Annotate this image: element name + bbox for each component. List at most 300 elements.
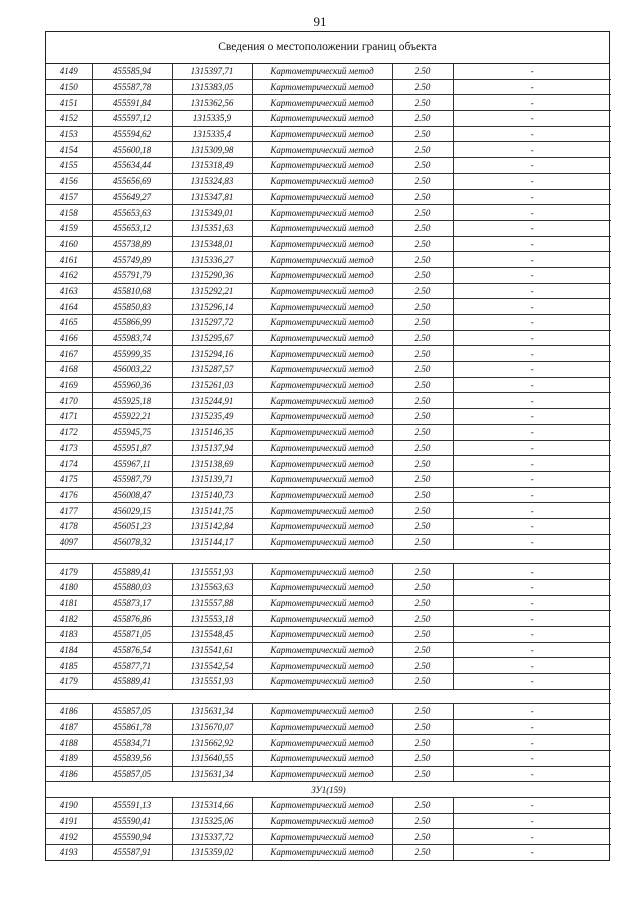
x-coordinate-cell: 455871,05 bbox=[92, 627, 172, 643]
x-coordinate-cell: 456051,23 bbox=[92, 518, 172, 534]
point-number-cell: 4179 bbox=[46, 674, 92, 690]
y-coordinate-cell: 1315146,35 bbox=[172, 424, 252, 440]
method-cell: Картометрический метод bbox=[252, 95, 392, 111]
method-cell: Картометрический метод bbox=[252, 627, 392, 643]
table-row bbox=[46, 283, 611, 299]
point-number-cell: 4186 bbox=[46, 703, 92, 719]
x-coordinate-cell: 455876,86 bbox=[92, 611, 172, 627]
accuracy-cell: 2.50 bbox=[392, 236, 453, 252]
y-coordinate-cell: 1315551,93 bbox=[172, 564, 252, 580]
note-cell: - bbox=[453, 503, 611, 519]
y-coordinate-cell: 1315325,06 bbox=[172, 813, 252, 829]
method-cell: Картометрический метод bbox=[252, 220, 392, 236]
point-number-cell: 4170 bbox=[46, 393, 92, 409]
note-cell: - bbox=[453, 409, 611, 425]
x-coordinate-cell: 455987,79 bbox=[92, 471, 172, 487]
accuracy-cell: 2.50 bbox=[392, 220, 453, 236]
accuracy-cell: 2.50 bbox=[392, 393, 453, 409]
note-cell: - bbox=[453, 330, 611, 346]
y-coordinate-cell: 1315314,66 bbox=[172, 797, 252, 813]
accuracy-cell: 2.50 bbox=[392, 79, 453, 95]
accuracy-cell: 2.50 bbox=[392, 564, 453, 580]
y-coordinate-cell: 1315662,92 bbox=[172, 735, 252, 751]
x-coordinate-cell: 455889,41 bbox=[92, 564, 172, 580]
y-coordinate-cell: 1315297,72 bbox=[172, 315, 252, 331]
accuracy-cell: 2.50 bbox=[392, 330, 453, 346]
method-cell: Картометрический метод bbox=[252, 205, 392, 221]
method-cell: Картометрический метод bbox=[252, 440, 392, 456]
accuracy-cell: 2.50 bbox=[392, 674, 453, 690]
note-cell: - bbox=[453, 750, 611, 766]
method-cell: Картометрический метод bbox=[252, 111, 392, 127]
method-cell: Картометрический метод bbox=[252, 658, 392, 674]
accuracy-cell: 2.50 bbox=[392, 267, 453, 283]
note-cell: - bbox=[453, 377, 611, 393]
accuracy-cell: 2.50 bbox=[392, 315, 453, 331]
method-cell: Картометрический метод bbox=[252, 471, 392, 487]
table-row bbox=[46, 111, 611, 127]
point-number-cell: 4161 bbox=[46, 252, 92, 268]
table-row bbox=[46, 64, 611, 79]
method-cell: Картометрический метод bbox=[252, 267, 392, 283]
table-row bbox=[46, 735, 611, 751]
method-cell: Картометрический метод bbox=[252, 299, 392, 315]
method-cell: Картометрический метод bbox=[252, 642, 392, 658]
y-coordinate-cell: 1315347,81 bbox=[172, 189, 252, 205]
table-row bbox=[46, 236, 611, 252]
point-number-cell: 4188 bbox=[46, 735, 92, 751]
note-cell: - bbox=[453, 440, 611, 456]
table-row bbox=[46, 189, 611, 205]
accuracy-cell: 2.50 bbox=[392, 64, 453, 79]
section-label: ЗУ1(159) bbox=[46, 782, 611, 798]
point-number-cell: 4158 bbox=[46, 205, 92, 221]
x-coordinate-cell: 455656,69 bbox=[92, 173, 172, 189]
point-number-cell: 4183 bbox=[46, 627, 92, 643]
note-cell: - bbox=[453, 642, 611, 658]
note-cell: - bbox=[453, 205, 611, 221]
accuracy-cell: 2.50 bbox=[392, 766, 453, 782]
accuracy-cell: 2.50 bbox=[392, 829, 453, 845]
accuracy-cell: 2.50 bbox=[392, 719, 453, 735]
point-number-cell: 4164 bbox=[46, 299, 92, 315]
point-number-cell: 4187 bbox=[46, 719, 92, 735]
table-row bbox=[46, 534, 611, 550]
note-cell: - bbox=[453, 627, 611, 643]
table-row bbox=[46, 362, 611, 378]
x-coordinate-cell: 455791,79 bbox=[92, 267, 172, 283]
point-number-cell: 4181 bbox=[46, 595, 92, 611]
x-coordinate-cell: 455600,18 bbox=[92, 142, 172, 158]
method-cell: Картометрический метод bbox=[252, 456, 392, 472]
y-coordinate-cell: 1315235,49 bbox=[172, 409, 252, 425]
table-row bbox=[46, 719, 611, 735]
x-coordinate-cell: 456003,22 bbox=[92, 362, 172, 378]
method-cell: Картометрический метод bbox=[252, 595, 392, 611]
table-row bbox=[46, 829, 611, 845]
note-cell: - bbox=[453, 362, 611, 378]
table-row bbox=[46, 377, 611, 393]
point-number-cell: 4162 bbox=[46, 267, 92, 283]
section-separator bbox=[46, 689, 611, 703]
table-row bbox=[46, 658, 611, 674]
method-cell: Картометрический метод bbox=[252, 518, 392, 534]
table-row bbox=[46, 750, 611, 766]
point-number-cell: 4167 bbox=[46, 346, 92, 362]
note-cell: - bbox=[453, 829, 611, 845]
table-row bbox=[46, 409, 611, 425]
y-coordinate-cell: 1315362,56 bbox=[172, 95, 252, 111]
accuracy-cell: 2.50 bbox=[392, 503, 453, 519]
table-row bbox=[46, 158, 611, 174]
note-cell: - bbox=[453, 703, 611, 719]
x-coordinate-cell: 455857,05 bbox=[92, 703, 172, 719]
x-coordinate-cell: 455876,54 bbox=[92, 642, 172, 658]
point-number-cell: 4154 bbox=[46, 142, 92, 158]
point-number-cell: 4172 bbox=[46, 424, 92, 440]
method-cell: Картометрический метод bbox=[252, 158, 392, 174]
y-coordinate-cell: 1315138,69 bbox=[172, 456, 252, 472]
y-coordinate-cell: 1315351,63 bbox=[172, 220, 252, 236]
accuracy-cell: 2.50 bbox=[392, 158, 453, 174]
note-cell: - bbox=[453, 534, 611, 550]
note-cell: - bbox=[453, 189, 611, 205]
note-cell: - bbox=[453, 813, 611, 829]
accuracy-cell: 2.50 bbox=[392, 471, 453, 487]
x-coordinate-cell: 455877,71 bbox=[92, 658, 172, 674]
accuracy-cell: 2.50 bbox=[392, 595, 453, 611]
accuracy-cell: 2.50 bbox=[392, 95, 453, 111]
x-coordinate-cell: 455925,18 bbox=[92, 393, 172, 409]
note-cell: - bbox=[453, 283, 611, 299]
method-cell: Картометрический метод bbox=[252, 766, 392, 782]
method-cell: Картометрический метод bbox=[252, 829, 392, 845]
table-row bbox=[46, 440, 611, 456]
note-cell: - bbox=[453, 111, 611, 127]
accuracy-cell: 2.50 bbox=[392, 658, 453, 674]
method-cell: Картометрический метод bbox=[252, 580, 392, 596]
method-cell: Картометрический метод bbox=[252, 315, 392, 331]
y-coordinate-cell: 1315548,45 bbox=[172, 627, 252, 643]
method-cell: Картометрический метод bbox=[252, 236, 392, 252]
point-number-cell: 4097 bbox=[46, 534, 92, 550]
accuracy-cell: 2.50 bbox=[392, 534, 453, 550]
x-coordinate-cell: 456029,15 bbox=[92, 503, 172, 519]
point-number-cell: 4189 bbox=[46, 750, 92, 766]
table-row bbox=[46, 471, 611, 487]
point-number-cell: 4149 bbox=[46, 64, 92, 79]
note-cell: - bbox=[453, 424, 611, 440]
x-coordinate-cell: 455922,21 bbox=[92, 409, 172, 425]
x-coordinate-cell: 455653,12 bbox=[92, 220, 172, 236]
point-number-cell: 4159 bbox=[46, 220, 92, 236]
method-cell: Картометрический метод bbox=[252, 424, 392, 440]
table-row bbox=[46, 503, 611, 519]
method-cell: Картометрический метод bbox=[252, 409, 392, 425]
y-coordinate-cell: 1315553,18 bbox=[172, 611, 252, 627]
note-cell: - bbox=[453, 456, 611, 472]
note-cell: - bbox=[453, 173, 611, 189]
table-row bbox=[46, 220, 611, 236]
point-number-cell: 4180 bbox=[46, 580, 92, 596]
note-cell: - bbox=[453, 220, 611, 236]
method-cell: Картометрический метод bbox=[252, 845, 392, 860]
method-cell: Картометрический метод bbox=[252, 377, 392, 393]
note-cell: - bbox=[453, 236, 611, 252]
y-coordinate-cell: 1315139,71 bbox=[172, 471, 252, 487]
section-separator-row bbox=[46, 689, 611, 703]
table-row bbox=[46, 674, 611, 690]
note-cell: - bbox=[453, 845, 611, 860]
method-cell: Картометрический метод bbox=[252, 503, 392, 519]
accuracy-cell: 2.50 bbox=[392, 299, 453, 315]
note-cell: - bbox=[453, 471, 611, 487]
accuracy-cell: 2.50 bbox=[392, 346, 453, 362]
method-cell: Картометрический метод bbox=[252, 189, 392, 205]
point-number-cell: 4175 bbox=[46, 471, 92, 487]
x-coordinate-cell: 455983,74 bbox=[92, 330, 172, 346]
x-coordinate-cell: 455653,63 bbox=[92, 205, 172, 221]
method-cell: Картометрический метод bbox=[252, 750, 392, 766]
table-row bbox=[46, 703, 611, 719]
accuracy-cell: 2.50 bbox=[392, 126, 453, 142]
table-row bbox=[46, 595, 611, 611]
table-body bbox=[46, 64, 611, 860]
accuracy-cell: 2.50 bbox=[392, 205, 453, 221]
table-row bbox=[46, 627, 611, 643]
note-cell: - bbox=[453, 674, 611, 690]
method-cell: Картометрический метод bbox=[252, 611, 392, 627]
accuracy-cell: 2.50 bbox=[392, 252, 453, 268]
point-number-cell: 4193 bbox=[46, 845, 92, 860]
accuracy-cell: 2.50 bbox=[392, 440, 453, 456]
method-cell: Картометрический метод bbox=[252, 283, 392, 299]
table-row bbox=[46, 766, 611, 782]
y-coordinate-cell: 1315336,27 bbox=[172, 252, 252, 268]
boundary-table-sheet bbox=[45, 31, 610, 861]
table-row bbox=[46, 267, 611, 283]
point-number-cell: 4160 bbox=[46, 236, 92, 252]
point-number-cell: 4191 bbox=[46, 813, 92, 829]
accuracy-cell: 2.50 bbox=[392, 703, 453, 719]
y-coordinate-cell: 1315541,61 bbox=[172, 642, 252, 658]
table-row bbox=[46, 330, 611, 346]
point-number-cell: 4157 bbox=[46, 189, 92, 205]
coordinates-table bbox=[46, 64, 611, 860]
method-cell: Картометрический метод bbox=[252, 330, 392, 346]
accuracy-cell: 2.50 bbox=[392, 735, 453, 751]
accuracy-cell: 2.50 bbox=[392, 424, 453, 440]
y-coordinate-cell: 1315324,83 bbox=[172, 173, 252, 189]
x-coordinate-cell: 455590,41 bbox=[92, 813, 172, 829]
point-number-cell: 4153 bbox=[46, 126, 92, 142]
point-number-cell: 4166 bbox=[46, 330, 92, 346]
y-coordinate-cell: 1315296,14 bbox=[172, 299, 252, 315]
accuracy-cell: 2.50 bbox=[392, 409, 453, 425]
table-row bbox=[46, 393, 611, 409]
y-coordinate-cell: 1315294,16 bbox=[172, 346, 252, 362]
accuracy-cell: 2.50 bbox=[392, 283, 453, 299]
note-cell: - bbox=[453, 766, 611, 782]
accuracy-cell: 2.50 bbox=[392, 611, 453, 627]
point-number-cell: 4156 bbox=[46, 173, 92, 189]
x-coordinate-cell: 455591,84 bbox=[92, 95, 172, 111]
table-row bbox=[46, 346, 611, 362]
x-coordinate-cell: 455951,87 bbox=[92, 440, 172, 456]
x-coordinate-cell: 455999,35 bbox=[92, 346, 172, 362]
table-row bbox=[46, 642, 611, 658]
table-row bbox=[46, 580, 611, 596]
x-coordinate-cell: 455738,89 bbox=[92, 236, 172, 252]
x-coordinate-cell: 455749,89 bbox=[92, 252, 172, 268]
x-coordinate-cell: 455587,78 bbox=[92, 79, 172, 95]
y-coordinate-cell: 1315141,75 bbox=[172, 503, 252, 519]
table-row bbox=[46, 299, 611, 315]
method-cell: Картометрический метод bbox=[252, 674, 392, 690]
x-coordinate-cell: 455834,71 bbox=[92, 735, 172, 751]
point-number-cell: 4150 bbox=[46, 79, 92, 95]
table-row bbox=[46, 252, 611, 268]
x-coordinate-cell: 455649,27 bbox=[92, 189, 172, 205]
method-cell: Картометрический метод bbox=[252, 79, 392, 95]
point-number-cell: 4155 bbox=[46, 158, 92, 174]
x-coordinate-cell: 455810,68 bbox=[92, 283, 172, 299]
y-coordinate-cell: 1315397,71 bbox=[172, 64, 252, 79]
table-title: Сведения о местоположении границ объекта bbox=[46, 32, 609, 64]
x-coordinate-cell: 455857,05 bbox=[92, 766, 172, 782]
y-coordinate-cell: 1315631,34 bbox=[172, 703, 252, 719]
x-coordinate-cell: 455889,41 bbox=[92, 674, 172, 690]
y-coordinate-cell: 1315631,34 bbox=[172, 766, 252, 782]
table-row bbox=[46, 315, 611, 331]
note-cell: - bbox=[453, 595, 611, 611]
y-coordinate-cell: 1315142,84 bbox=[172, 518, 252, 534]
accuracy-cell: 2.50 bbox=[392, 142, 453, 158]
accuracy-cell: 2.50 bbox=[392, 487, 453, 503]
accuracy-cell: 2.50 bbox=[392, 580, 453, 596]
note-cell: - bbox=[453, 658, 611, 674]
point-number-cell: 4184 bbox=[46, 642, 92, 658]
note-cell: - bbox=[453, 64, 611, 79]
note-cell: - bbox=[453, 95, 611, 111]
x-coordinate-cell: 456008,47 bbox=[92, 487, 172, 503]
point-number-cell: 4179 bbox=[46, 564, 92, 580]
note-cell: - bbox=[453, 142, 611, 158]
y-coordinate-cell: 1315309,98 bbox=[172, 142, 252, 158]
note-cell: - bbox=[453, 79, 611, 95]
point-number-cell: 4178 bbox=[46, 518, 92, 534]
y-coordinate-cell: 1315551,93 bbox=[172, 674, 252, 690]
note-cell: - bbox=[453, 797, 611, 813]
table-row bbox=[46, 845, 611, 860]
method-cell: Картометрический метод bbox=[252, 393, 392, 409]
point-number-cell: 4168 bbox=[46, 362, 92, 378]
y-coordinate-cell: 1315335,9 bbox=[172, 111, 252, 127]
y-coordinate-cell: 1315287,57 bbox=[172, 362, 252, 378]
x-coordinate-cell: 456078,32 bbox=[92, 534, 172, 550]
x-coordinate-cell: 455850,83 bbox=[92, 299, 172, 315]
y-coordinate-cell: 1315292,21 bbox=[172, 283, 252, 299]
table-row bbox=[46, 813, 611, 829]
y-coordinate-cell: 1315335,4 bbox=[172, 126, 252, 142]
table-row bbox=[46, 518, 611, 534]
method-cell: Картометрический метод bbox=[252, 487, 392, 503]
accuracy-cell: 2.50 bbox=[392, 518, 453, 534]
table-row bbox=[46, 611, 611, 627]
point-number-cell: 4185 bbox=[46, 658, 92, 674]
table-row bbox=[46, 564, 611, 580]
accuracy-cell: 2.50 bbox=[392, 627, 453, 643]
x-coordinate-cell: 455587,91 bbox=[92, 845, 172, 860]
method-cell: Картометрический метод bbox=[252, 813, 392, 829]
method-cell: Картометрический метод bbox=[252, 362, 392, 378]
point-number-cell: 4190 bbox=[46, 797, 92, 813]
y-coordinate-cell: 1315137,94 bbox=[172, 440, 252, 456]
x-coordinate-cell: 455594,62 bbox=[92, 126, 172, 142]
x-coordinate-cell: 455597,12 bbox=[92, 111, 172, 127]
accuracy-cell: 2.50 bbox=[392, 813, 453, 829]
x-coordinate-cell: 455634,44 bbox=[92, 158, 172, 174]
point-number-cell: 4169 bbox=[46, 377, 92, 393]
y-coordinate-cell: 1315383,05 bbox=[172, 79, 252, 95]
method-cell: Картометрический метод bbox=[252, 564, 392, 580]
note-cell: - bbox=[453, 719, 611, 735]
x-coordinate-cell: 455839,56 bbox=[92, 750, 172, 766]
x-coordinate-cell: 455960,36 bbox=[92, 377, 172, 393]
y-coordinate-cell: 1315140,73 bbox=[172, 487, 252, 503]
method-cell: Картометрический метод bbox=[252, 797, 392, 813]
accuracy-cell: 2.50 bbox=[392, 189, 453, 205]
point-number-cell: 4176 bbox=[46, 487, 92, 503]
section-separator-row bbox=[46, 550, 611, 564]
table-row bbox=[46, 126, 611, 142]
method-cell: Картометрический метод bbox=[252, 126, 392, 142]
note-cell: - bbox=[453, 299, 611, 315]
method-cell: Картометрический метод bbox=[252, 252, 392, 268]
point-number-cell: 4165 bbox=[46, 315, 92, 331]
note-cell: - bbox=[453, 252, 611, 268]
point-number-cell: 4177 bbox=[46, 503, 92, 519]
accuracy-cell: 2.50 bbox=[392, 362, 453, 378]
section-label-row bbox=[46, 782, 611, 798]
point-number-cell: 4152 bbox=[46, 111, 92, 127]
point-number-cell: 4173 bbox=[46, 440, 92, 456]
note-cell: - bbox=[453, 393, 611, 409]
accuracy-cell: 2.50 bbox=[392, 642, 453, 658]
accuracy-cell: 2.50 bbox=[392, 377, 453, 393]
y-coordinate-cell: 1315337,72 bbox=[172, 829, 252, 845]
x-coordinate-cell: 455861,78 bbox=[92, 719, 172, 735]
accuracy-cell: 2.50 bbox=[392, 173, 453, 189]
point-number-cell: 4174 bbox=[46, 456, 92, 472]
table-row bbox=[46, 487, 611, 503]
x-coordinate-cell: 455873,17 bbox=[92, 595, 172, 611]
x-coordinate-cell: 455585,94 bbox=[92, 64, 172, 79]
method-cell: Картометрический метод bbox=[252, 142, 392, 158]
table-row bbox=[46, 173, 611, 189]
y-coordinate-cell: 1315144,17 bbox=[172, 534, 252, 550]
y-coordinate-cell: 1315318,49 bbox=[172, 158, 252, 174]
accuracy-cell: 2.50 bbox=[392, 456, 453, 472]
x-coordinate-cell: 455866,99 bbox=[92, 315, 172, 331]
accuracy-cell: 2.50 bbox=[392, 845, 453, 860]
note-cell: - bbox=[453, 487, 611, 503]
y-coordinate-cell: 1315670,07 bbox=[172, 719, 252, 735]
method-cell: Картометрический метод bbox=[252, 719, 392, 735]
method-cell: Картометрический метод bbox=[252, 735, 392, 751]
point-number-cell: 4186 bbox=[46, 766, 92, 782]
y-coordinate-cell: 1315640,55 bbox=[172, 750, 252, 766]
